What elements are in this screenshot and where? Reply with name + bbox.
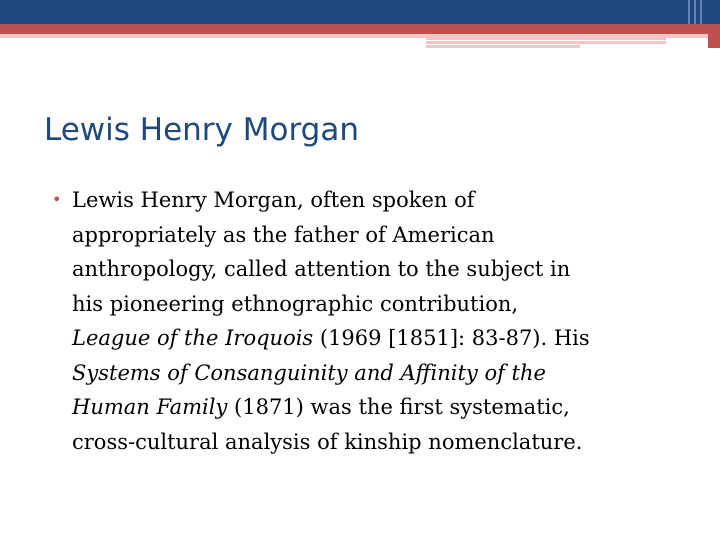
text-segment: cross-cultural analysis of kinship nomenclature. <box>72 429 583 454</box>
decor-bar-short <box>426 45 580 48</box>
accent-edge <box>708 24 720 48</box>
text-segment: anthropology, called attention to the subject in <box>72 257 571 281</box>
text-segment: (1969 [1851]: 83-87). His <box>313 326 590 350</box>
text-line <box>72 425 682 460</box>
text-segment: (1871) was the first systematic, <box>227 395 570 419</box>
slide-title: Lewis Henry Morgan <box>44 112 359 148</box>
header-bar <box>0 0 720 24</box>
text-line <box>72 287 682 322</box>
decor-line <box>426 40 666 41</box>
decor-bar-long <box>426 38 666 44</box>
bullet-marker: • <box>52 190 62 209</box>
bullet-item <box>52 183 682 459</box>
text-line <box>72 390 682 425</box>
text-line <box>72 356 682 391</box>
accent-band <box>0 24 720 34</box>
book-title: League of the Iroquois <box>72 326 314 350</box>
text-line <box>72 252 682 287</box>
text-line <box>72 321 682 356</box>
text-segment: appropriately as the father of American <box>72 222 495 247</box>
text-segment: Lewis Henry Morgan, often spoken of <box>72 188 475 212</box>
text-segment: his pioneering ethnographic contribution, <box>72 291 519 316</box>
book-title: Human Family <box>72 395 228 419</box>
book-title: Systems of Consanguinity and Affinity of the <box>72 360 546 385</box>
bullet-text <box>72 183 682 459</box>
header-stripes <box>684 0 720 24</box>
text-line <box>72 183 682 218</box>
text-line <box>72 218 682 253</box>
